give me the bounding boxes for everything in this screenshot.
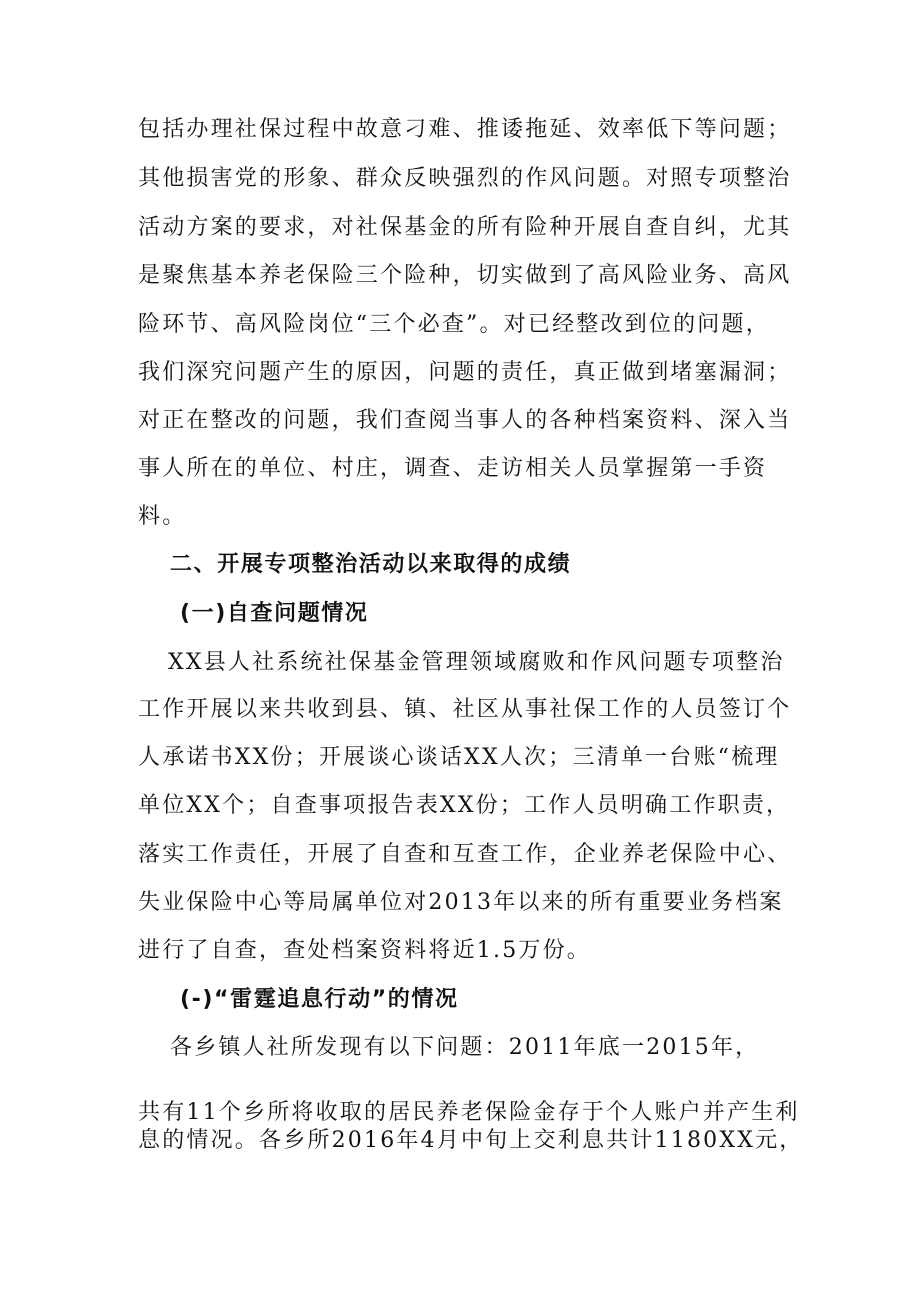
paragraph-line: 失业保险中心等局属单位对2013年以来的所有重要业务档案	[138, 890, 784, 915]
paragraph-line: 进行了自查，查处档案资料将近1.5万份。	[138, 938, 591, 963]
paragraph-line: 其他损害党的形象、群众反映强烈的作风问题。对照专项整治	[138, 166, 792, 191]
section-heading: 二、开展专项整治活动以来取得的成绩	[170, 552, 572, 577]
paragraph-line: 险环节、高风险岗位“三个必查”。对已经整改到位的问题，	[138, 312, 770, 337]
paragraph-line: 工作开展以来共收到县、镇、社区从事社保工作的人员签订个	[138, 697, 792, 722]
paragraph-line: 对正在整改的问题，我们查阅当事人的各种档案资料、深入当	[138, 408, 792, 433]
paragraph-line: 包括办理社保过程中故意刁难、推诿拖延、效率低下等问题；	[138, 117, 792, 142]
paragraph-line: 共有11个乡所将收取的居民养老保险金存于个人账户并产生利	[138, 1100, 800, 1125]
paragraph-line: 事人所在的单位、村庄，调查、走访相关人员掌握第一手资	[138, 456, 768, 481]
paragraph-line: 息的情况。各乡所2016年4月中旬上交利息共计1180XX元，	[138, 1128, 804, 1153]
paragraph-line: 活动方案的要求，对社保基金的所有险种开展自查自纠，尤其	[138, 215, 792, 240]
paragraph-line: XX县人社系统社保基金管理领域腐败和作风问题专项整治	[168, 650, 785, 675]
paragraph-line: 单位XX个；自查事项报告表XX份；工作人员明确工作职责，	[138, 793, 791, 818]
paragraph-line: 各乡镇人社所发现有以下问题：2011年底一2015年，	[170, 1035, 760, 1060]
paragraph-line: 落实工作责任，开展了自查和互查工作，企业养老保险中心、	[138, 842, 792, 867]
paragraph-line: 我们深究问题产生的原因，问题的责任，真正做到堵塞漏洞；	[138, 360, 792, 385]
subsection-heading: (一)自查问题情况	[180, 601, 369, 626]
paragraph-line: 是聚焦基本养老保险三个险种，切实做到了高风险业务、高风	[138, 263, 792, 288]
subsection-heading: (-)“雷霆追息行动”的情况	[180, 987, 459, 1012]
paragraph-line: 人承诺书XX份；开展谈心谈话XX人次；三清单一台账“梳理	[138, 745, 780, 770]
paragraph-line: 料。	[138, 504, 187, 529]
